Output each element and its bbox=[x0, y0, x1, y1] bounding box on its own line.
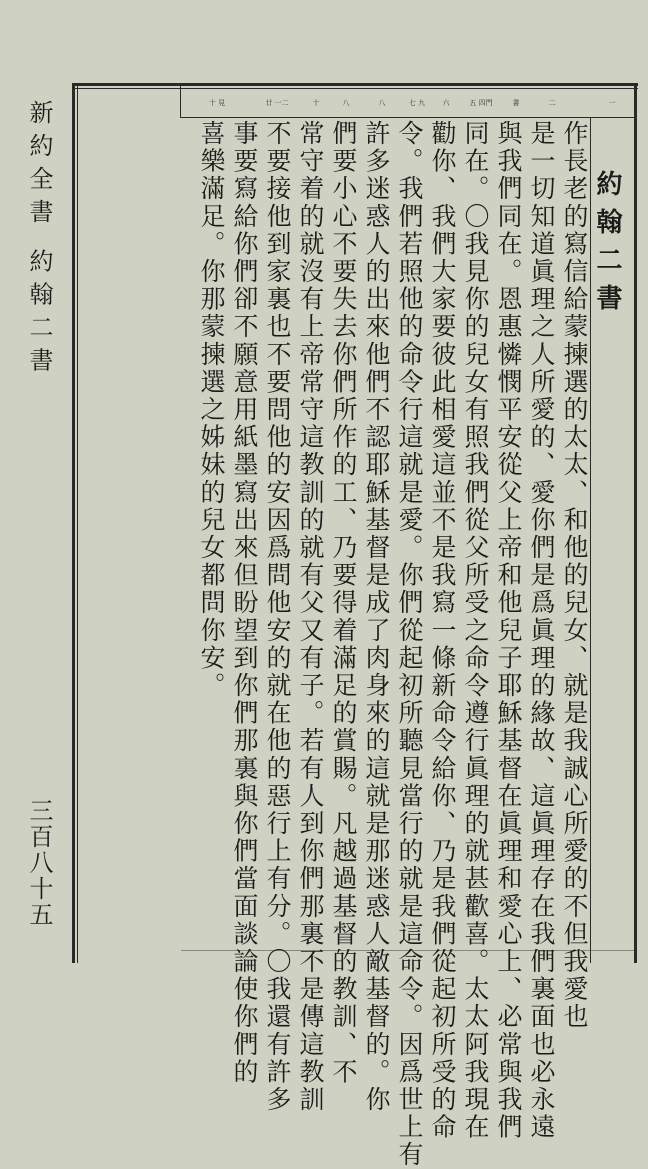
text-column: 與我們同在。恩惠憐憫平安從父上帝和他兒子耶穌基督在眞理和愛心上、必常與我們 bbox=[494, 120, 523, 1142]
text-column: 勸你、我們大家要彼此相愛這並不是我寫一條新命令給你、乃是我們從起初所受的命 bbox=[428, 120, 457, 1142]
margin-note: 二 bbox=[548, 99, 556, 107]
text-column: 許多迷惑人的出來他們不認耶穌基督是成了肉身來的這就是那迷惑人敵基督的。你 bbox=[362, 120, 391, 1114]
margin-notes-left-rule bbox=[180, 86, 181, 118]
frame-right-rule bbox=[634, 83, 637, 963]
margin-note: 廿 一二 bbox=[265, 99, 289, 107]
margin-note: 七 九 bbox=[408, 99, 426, 107]
page-title: 約翰二書 bbox=[592, 170, 622, 322]
page-number: 三百八十五 bbox=[25, 798, 53, 928]
margin-note: 八 bbox=[378, 99, 386, 107]
frame-left-inner-rule bbox=[77, 86, 78, 963]
spine-title: 新約全書 約翰二書 bbox=[25, 100, 53, 381]
title-column-rule bbox=[590, 118, 591, 963]
margin-note: 書 bbox=[512, 99, 520, 107]
text-column: 常守着的就沒有上帝常守這教訓的就有父又有子。若有人到你們那裏不是傳這教訓 bbox=[296, 120, 325, 1114]
text-column: 作長老的寫信給蒙揀選的太太、和他的兒女、就是我誠心所愛的不但我愛也 bbox=[560, 120, 589, 1031]
frame-top-inner-rule bbox=[72, 88, 638, 89]
frame-left-rule bbox=[72, 83, 75, 963]
margin-note: 十 見 bbox=[208, 99, 226, 107]
margin-note: 十 bbox=[312, 99, 320, 107]
margin-notes-rule bbox=[180, 117, 634, 118]
text-column: 們要小心不要失去你們所作的工、乃要得着滿足的賞賜。凡越過基督的教訓、不 bbox=[329, 120, 358, 1086]
text-column: 是一切知道眞理之人所愛的、愛你們是爲眞理的緣故、這眞理存在我們裏面也必永遠 bbox=[527, 120, 556, 1142]
text-column: 不要接他到家裏也不要問他的安因爲問他安的就在他的惡行上有分。〇我還有許多 bbox=[263, 120, 292, 1114]
text-column: 喜樂滿足。你那蒙揀選之姊妹的兒女都問你安。 bbox=[197, 120, 226, 700]
margin-note: 五 四門 bbox=[469, 99, 493, 107]
frame-top-rule bbox=[72, 83, 638, 86]
text-column: 令。我們若照他的命令行這就是愛。你們從起初所聽見當行的就是這命令。因爲世上有 bbox=[395, 120, 424, 1169]
text-column: 事要寫給你們卻不願意用紙墨寫出來但盼望到你們那裏與你們當面談論使你們的 bbox=[230, 120, 259, 1086]
margin-note: 八 bbox=[342, 99, 350, 107]
text-column: 同在。〇我見你的兒女有照我們從父所受之命令遵行眞理的就甚歡喜。太太阿我現在 bbox=[461, 120, 490, 1142]
margin-note: 六 bbox=[442, 99, 450, 107]
margin-note: 一 bbox=[608, 99, 616, 107]
